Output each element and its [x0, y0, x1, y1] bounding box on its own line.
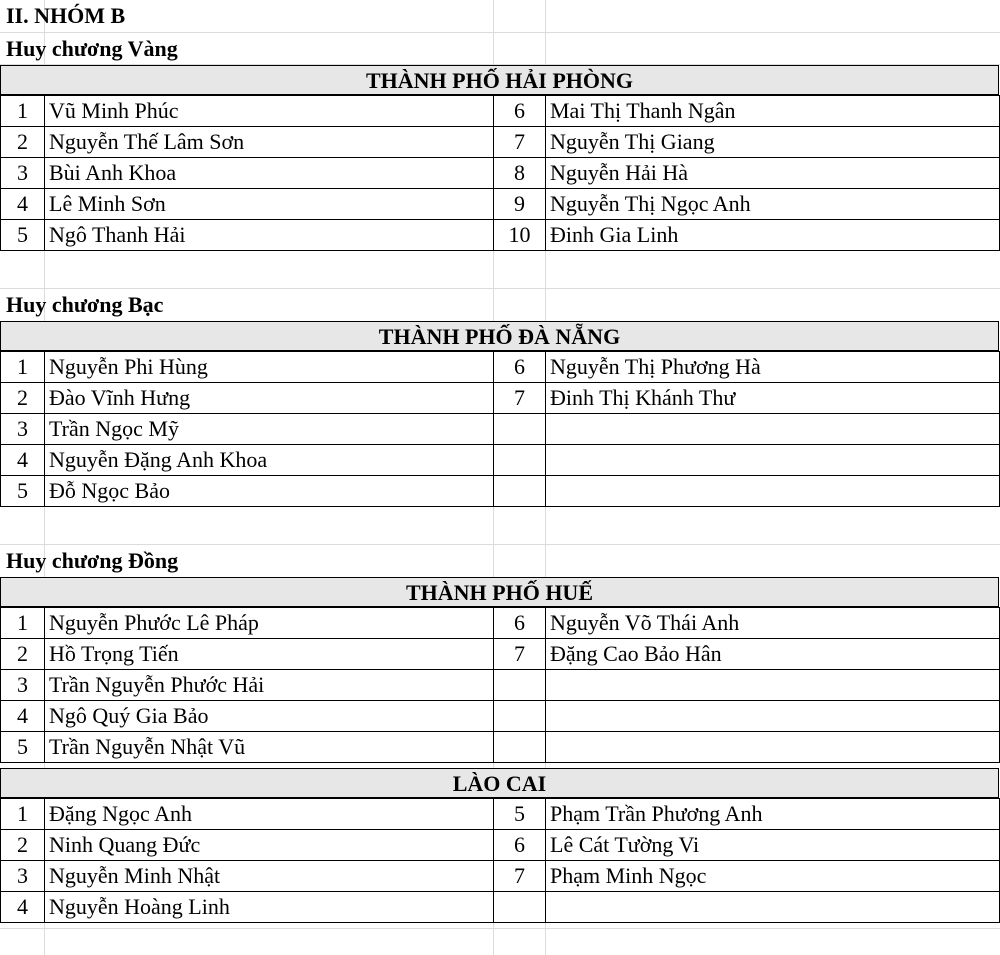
athlete-name-cell: Nguyễn Võ Thái Anh — [546, 608, 1000, 639]
athlete-name-cell: Đinh Gia Linh — [546, 220, 1000, 251]
athlete-name-cell: Nguyễn Thế Lâm Sơn — [45, 127, 494, 158]
table-row — [1, 189, 1000, 220]
roster-table-hue — [0, 607, 1000, 763]
athlete-name-cell: Trần Nguyễn Nhật Vũ — [45, 732, 494, 763]
athlete-number-cell — [494, 414, 546, 445]
table-row — [1, 476, 1000, 507]
athlete-name-cell: Phạm Minh Ngọc — [546, 861, 1000, 892]
athlete-number-cell: 5 — [1, 476, 45, 507]
athlete-number-cell: 8 — [494, 158, 546, 189]
athlete-number-cell: 3 — [1, 861, 45, 892]
team-header-hue: THÀNH PHỐ HUẾ — [0, 577, 999, 607]
athlete-name-cell: Bùi Anh Khoa — [45, 158, 494, 189]
athlete-number-cell: 7 — [494, 127, 546, 158]
athlete-number-cell — [494, 445, 546, 476]
athlete-number-cell: 5 — [1, 220, 45, 251]
athlete-number-cell: 5 — [1, 732, 45, 763]
athlete-name-cell — [546, 701, 1000, 732]
athlete-name-cell: Nguyễn Thị Giang — [546, 127, 1000, 158]
table-row — [1, 414, 1000, 445]
athlete-name-cell — [546, 670, 1000, 701]
athlete-number-cell — [494, 476, 546, 507]
athlete-number-cell: 1 — [1, 352, 45, 383]
athlete-number-cell: 2 — [1, 127, 45, 158]
athlete-number-cell: 7 — [494, 861, 546, 892]
athlete-name-cell: Trần Nguyễn Phước Hải — [45, 670, 494, 701]
table-row — [1, 799, 1000, 830]
athlete-number-cell: 6 — [494, 608, 546, 639]
table-row — [1, 892, 1000, 923]
athlete-name-cell — [546, 732, 1000, 763]
athlete-number-cell: 3 — [1, 158, 45, 189]
athlete-name-cell: Đặng Ngọc Anh — [45, 799, 494, 830]
athlete-name-cell: Nguyễn Thị Phương Hà — [546, 352, 1000, 383]
athlete-name-cell: Nguyễn Phước Lê Pháp — [45, 608, 494, 639]
athlete-name-cell: Hồ Trọng Tiến — [45, 639, 494, 670]
athlete-number-cell: 4 — [1, 701, 45, 732]
athlete-number-cell: 1 — [1, 799, 45, 830]
group-title: II. NHÓM B — [6, 3, 126, 28]
athlete-name-cell: Nguyễn Hải Hà — [546, 158, 1000, 189]
athlete-number-cell: 10 — [494, 220, 546, 251]
athlete-name-cell: Ngô Quý Gia Bảo — [45, 701, 494, 732]
table-row — [1, 639, 1000, 670]
athlete-number-cell: 6 — [494, 96, 546, 127]
athlete-name-cell: Đào Vĩnh Hưng — [45, 383, 494, 414]
medal-heading-bronze: Huy chương Đồng — [6, 548, 179, 573]
athlete-number-cell: 2 — [1, 639, 45, 670]
table-row — [1, 158, 1000, 189]
athlete-number-cell: 3 — [1, 414, 45, 445]
athlete-name-cell: Đặng Cao Bảo Hân — [546, 639, 1000, 670]
team-header-hai-phong: THÀNH PHỐ HẢI PHÒNG — [0, 65, 999, 95]
table-row — [1, 670, 1000, 701]
table-row — [1, 383, 1000, 414]
athlete-number-cell: 6 — [494, 830, 546, 861]
athlete-name-cell: Phạm Trần Phương Anh — [546, 799, 1000, 830]
athlete-name-cell: Ngô Thanh Hải — [45, 220, 494, 251]
athlete-number-cell: 4 — [1, 892, 45, 923]
roster-table-lao-cai — [0, 798, 1000, 923]
athlete-name-cell: Ninh Quang Đức — [45, 830, 494, 861]
team-header-da-nang: THÀNH PHỐ ĐÀ NẴNG — [0, 321, 999, 351]
athlete-name-cell: Vũ Minh Phúc — [45, 96, 494, 127]
athlete-name-cell: Trần Ngọc Mỹ — [45, 414, 494, 445]
athlete-name-cell — [546, 892, 1000, 923]
athlete-number-cell: 1 — [1, 96, 45, 127]
athlete-name-cell: Đỗ Ngọc Bảo — [45, 476, 494, 507]
table-row — [1, 732, 1000, 763]
table-row — [1, 352, 1000, 383]
athlete-name-cell: Nguyễn Đặng Anh Khoa — [45, 445, 494, 476]
athlete-number-cell — [494, 732, 546, 763]
athlete-number-cell: 5 — [494, 799, 546, 830]
roster-table-hai-phong — [0, 95, 1000, 251]
athlete-number-cell: 1 — [1, 608, 45, 639]
athlete-name-cell — [546, 476, 1000, 507]
athlete-name-cell: Nguyễn Minh Nhật — [45, 861, 494, 892]
athlete-number-cell: 2 — [1, 383, 45, 414]
team-header-lao-cai: LÀO CAI — [0, 768, 999, 798]
athlete-number-cell: 4 — [1, 189, 45, 220]
medal-heading-gold: Huy chương Vàng — [6, 36, 178, 61]
table-row — [1, 220, 1000, 251]
athlete-name-cell: Đinh Thị Khánh Thư — [546, 383, 1000, 414]
table-row — [1, 127, 1000, 158]
table-row — [1, 608, 1000, 639]
table-row — [1, 830, 1000, 861]
table-row — [1, 445, 1000, 476]
table-row — [1, 861, 1000, 892]
table-row — [1, 701, 1000, 732]
athlete-name-cell: Lê Minh Sơn — [45, 189, 494, 220]
athlete-number-cell — [494, 701, 546, 732]
athlete-number-cell: 2 — [1, 830, 45, 861]
athlete-name-cell: Nguyễn Phi Hùng — [45, 352, 494, 383]
medal-heading-silver: Huy chương Bạc — [6, 292, 164, 317]
athlete-name-cell: Nguyễn Thị Ngọc Anh — [546, 189, 1000, 220]
athlete-name-cell: Lê Cát Tường Vi — [546, 830, 1000, 861]
athlete-number-cell: 7 — [494, 639, 546, 670]
roster-table-da-nang — [0, 351, 1000, 507]
athlete-number-cell: 9 — [494, 189, 546, 220]
athlete-number-cell: 3 — [1, 670, 45, 701]
athlete-name-cell — [546, 414, 1000, 445]
grid-row-line — [0, 928, 1000, 929]
athlete-name-cell: Nguyễn Hoàng Linh — [45, 892, 494, 923]
athlete-number-cell: 7 — [494, 383, 546, 414]
athlete-number-cell: 4 — [1, 445, 45, 476]
athlete-number-cell — [494, 670, 546, 701]
athlete-name-cell — [546, 445, 1000, 476]
table-row — [1, 96, 1000, 127]
athlete-name-cell: Mai Thị Thanh Ngân — [546, 96, 1000, 127]
athlete-number-cell — [494, 892, 546, 923]
athlete-number-cell: 6 — [494, 352, 546, 383]
